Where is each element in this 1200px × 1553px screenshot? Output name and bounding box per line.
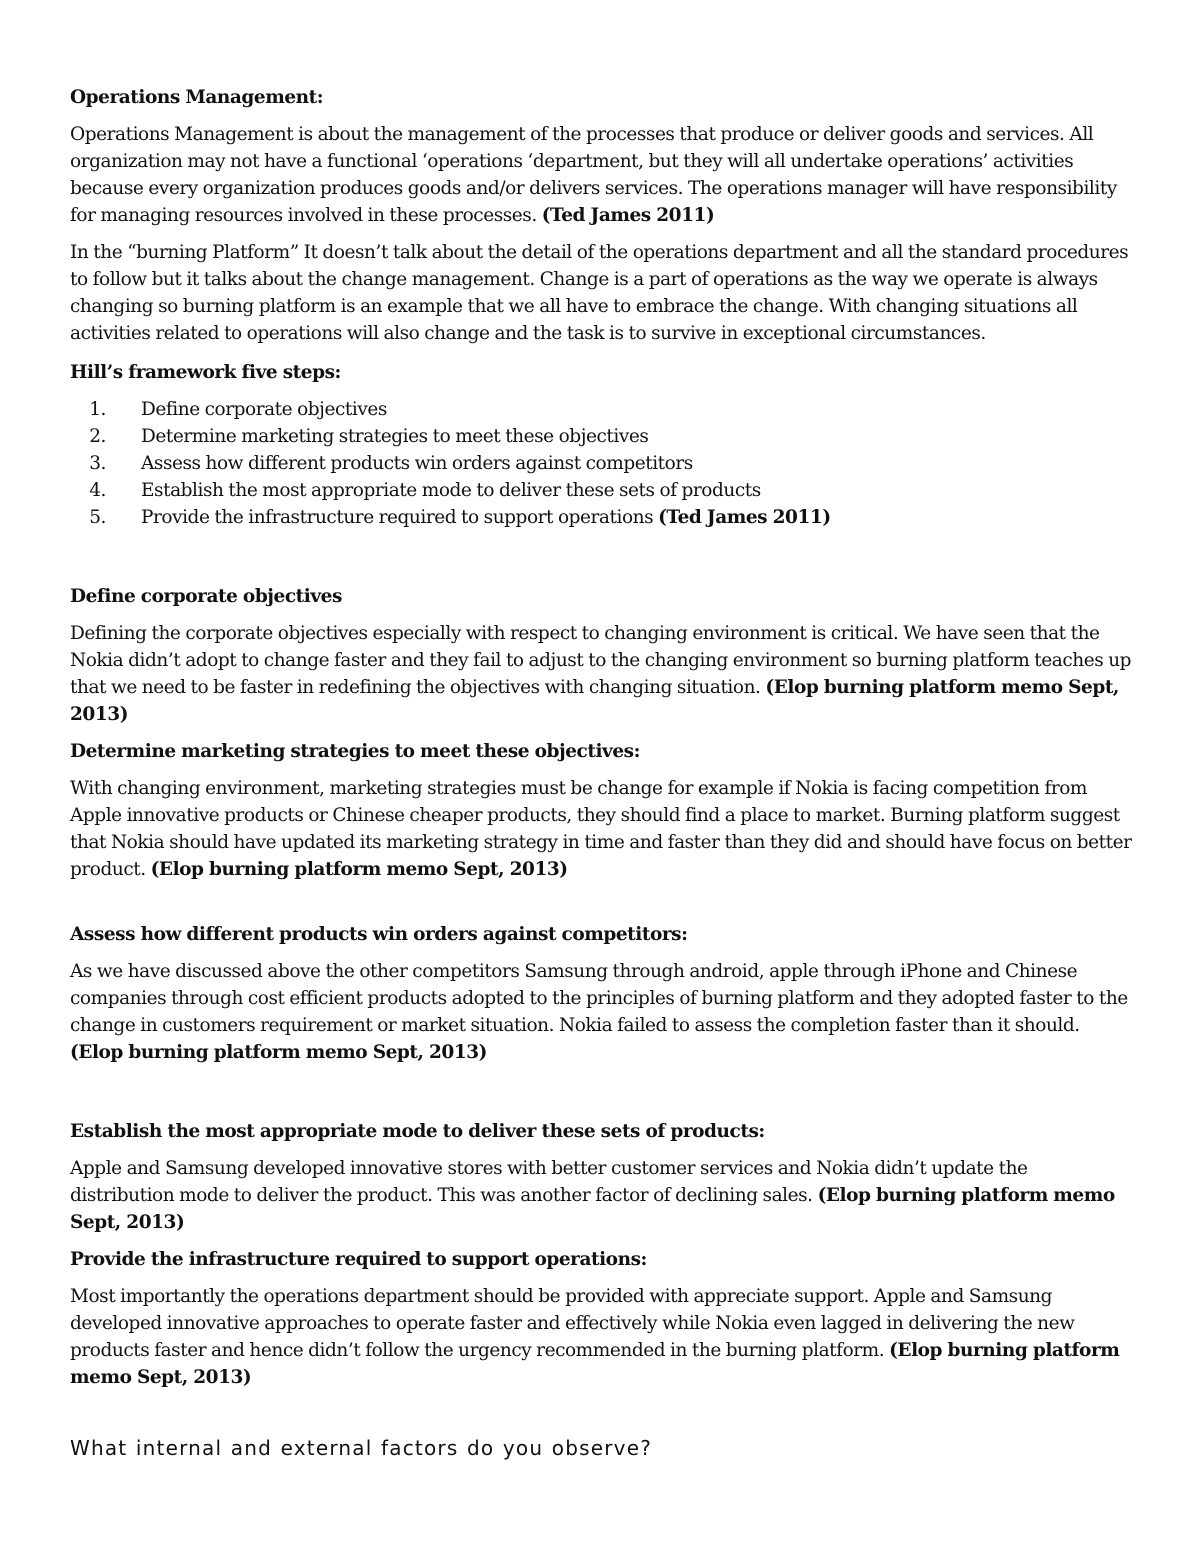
paragraph-define-objectives bbox=[70, 620, 1132, 728]
heading-infrastructure: Provide the infrastructure required to support operations: bbox=[70, 1249, 647, 1270]
list-text: Provide the infrastructure required to support operations bbox=[141, 507, 654, 528]
heading-assess-products: Assess how different products win orders against competitors: bbox=[70, 924, 688, 945]
list-number: 5. bbox=[89, 507, 106, 528]
citation: (Elop burning platform memo Sept, 2013) bbox=[150, 859, 568, 880]
heading-marketing-strategies: Determine marketing strategies to meet these objectives: bbox=[70, 741, 640, 762]
list-number: 1. bbox=[89, 399, 106, 420]
paragraph-delivery-mode bbox=[70, 1155, 1132, 1236]
paragraph-infrastructure bbox=[70, 1283, 1132, 1391]
citation: (Elop burning platform memo Sept, 2013) bbox=[70, 1340, 1120, 1388]
heading-hills-framework: Hill’s framework five steps: bbox=[70, 362, 341, 383]
citation: (Ted James 2011) bbox=[541, 205, 715, 226]
list-text: Determine marketing strategies to meet these objectives bbox=[141, 426, 649, 447]
document-page bbox=[70, 84, 1132, 1462]
paragraph-text: Operations Management is about the management of the processes that produce or deliver goods and services. All organization may not have a functional ‘operations ‘department, but they will all undertake operations’ activities because every organization produces goods and/or delivers services. The operations manager will have responsibility for managing resources involved in these processes. bbox=[70, 124, 1117, 226]
paragraph-burning-platform: In the “burning Platform” It doesn’t talk about the detail of the operations department and all the standard procedures to follow but it talks about the change management. Change is a part of operations as the way we operate is always changing so burning platform is an example that we all have to embrace the change. With changing situations all activities related to operations will also change and the task is to survive in exceptional circumstances. bbox=[70, 242, 1129, 344]
citation: (Ted James 2011) bbox=[658, 507, 831, 528]
paragraph-text: As we have discussed above the other competitors Samsung through android, apple through iPhone and Chinese companies through cost efficient products adopted to the principles of burning platform and they adopted faster to the change in customers requirement or market situation. Nokia failed to assess the completion faster than it should. bbox=[70, 961, 1128, 1036]
heading-delivery-mode: Establish the most appropriate mode to deliver these sets of products: bbox=[70, 1121, 765, 1142]
list-item bbox=[70, 477, 1132, 504]
paragraph-marketing-strategies bbox=[70, 775, 1132, 883]
list-item bbox=[70, 396, 1132, 423]
list-text: Assess how different products win orders against competitors bbox=[141, 453, 693, 474]
list-item bbox=[70, 423, 1132, 450]
citation: (Elop burning platform memo Sept, 2013) bbox=[70, 677, 1119, 725]
paragraph-text: With changing environment, marketing strategies must be change for example if Nokia is facing competition from Apple innovative products or Chinese cheaper products, they should find a place to market. Burning platform suggest that Nokia should have updated its marketing strategy in time and faster than they did and should have focus on better product. bbox=[70, 778, 1132, 880]
heading-operations-management: Operations Management: bbox=[70, 87, 324, 108]
citation: (Elop burning platform memo Sept, 2013) bbox=[70, 1042, 487, 1063]
paragraph-operations-definition bbox=[70, 121, 1132, 229]
question-heading: What internal and external factors do you observe? bbox=[70, 1436, 653, 1460]
list-number: 3. bbox=[89, 453, 106, 474]
paragraph-text: Defining the corporate objectives especially with respect to changing environment is critical. We have seen that the Nokia didn’t adopt to change faster and they fail to adjust to the changing environment so burning platform teaches up that we need to be faster in redefining the objectives with changing situation. bbox=[70, 623, 1132, 698]
heading-define-corporate-objectives: Define corporate objectives bbox=[70, 586, 342, 607]
list-number: 2. bbox=[89, 426, 106, 447]
paragraph-text: Apple and Samsung developed innovative stores with better customer services and Nokia didn’t update the distribution mode to deliver the product. This was another factor of declining sales. bbox=[70, 1158, 1028, 1206]
list-number: 4. bbox=[89, 480, 106, 501]
list-text: Define corporate objectives bbox=[141, 399, 387, 420]
list-item bbox=[70, 504, 1132, 531]
paragraph-text: Most importantly the operations department should be provided with appreciate support. Apple and Samsung developed innovative approaches to operate faster and effectively while Nokia even lagged in delivering the new products faster and hence didn’t follow the urgency recommended in the burning platform. bbox=[70, 1286, 1075, 1361]
hills-framework-list bbox=[70, 396, 1132, 531]
list-text: Establish the most appropriate mode to deliver these sets of products bbox=[141, 480, 761, 501]
citation: (Elop burning platform memo Sept, 2013) bbox=[70, 1185, 1115, 1233]
paragraph-assess-products bbox=[70, 958, 1132, 1066]
list-item bbox=[70, 450, 1132, 477]
